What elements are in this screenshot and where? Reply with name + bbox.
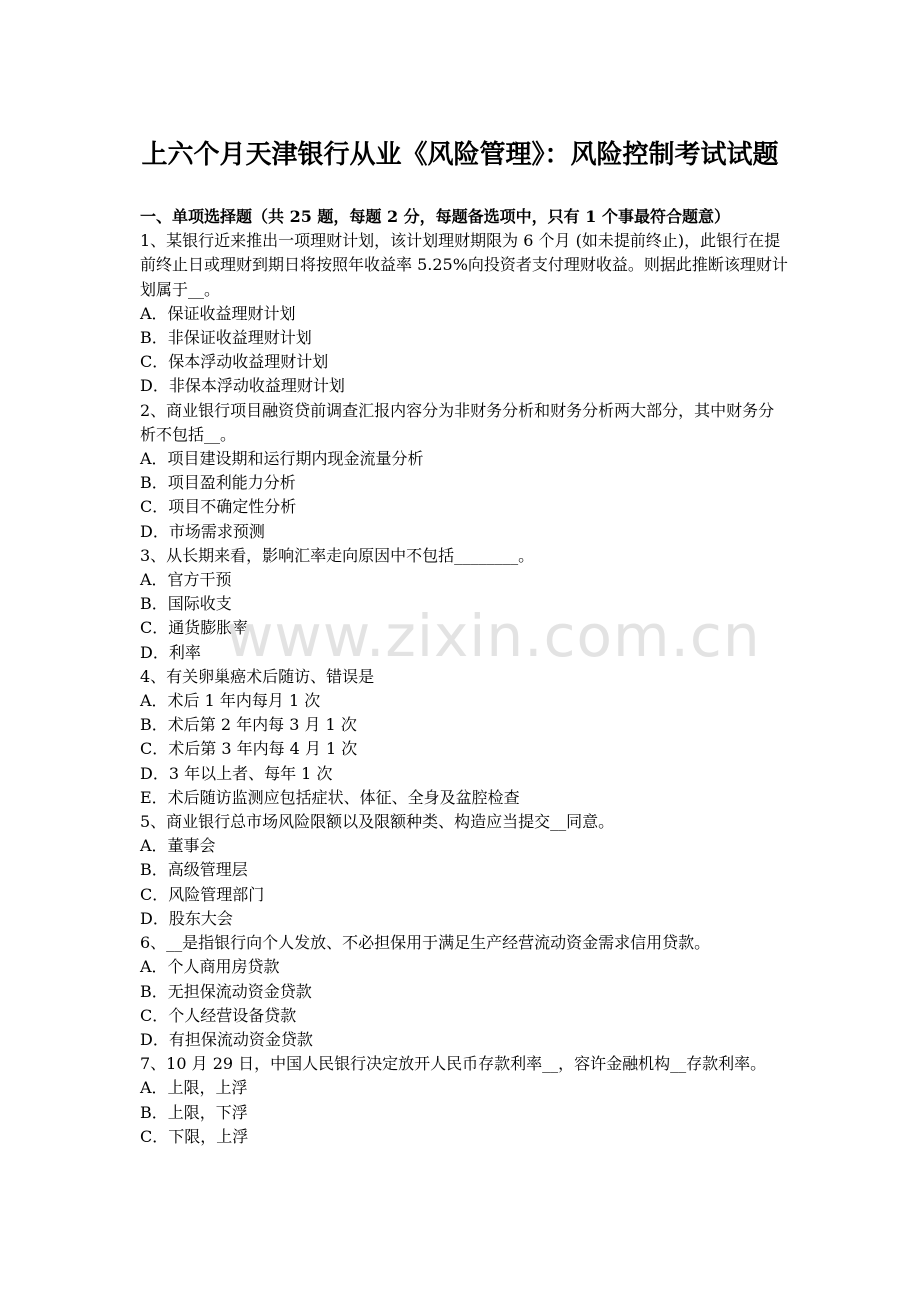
- section-heading: 一、单项选择题（共 25 题，每题 2 分，每题备选项中，只有 1 个事最符合题意）: [140, 207, 730, 226]
- option: C．项目不确定性分析: [140, 497, 297, 517]
- option: B．术后第 2 年内每 3 月 1 次: [140, 715, 357, 735]
- option: D．有担保流动资金贷款: [140, 1029, 313, 1049]
- option: B．国际收支: [140, 594, 232, 614]
- question-6: [140, 931, 790, 1052]
- question-4: [140, 665, 790, 810]
- option: D．非保本浮动收益理财计划: [140, 376, 345, 396]
- option: D．3 年以上者、每年 1 次: [140, 763, 333, 783]
- option: B．非保证收益理财计划: [140, 328, 312, 348]
- option: D．利率: [140, 642, 201, 662]
- option: C．风险管理部门: [140, 884, 265, 904]
- option: B．高级管理层: [140, 860, 248, 880]
- document-title: 上六个月天津银行从业《风险管理》：风险控制考试试题: [141, 140, 779, 170]
- question-text: 3、从长期来看，影响汇率走向原因中不包括________。: [140, 545, 535, 565]
- option: A．术后 1 年内每月 1 次: [140, 691, 321, 711]
- question-text: 4、有关卵巢癌术后随访、错误是: [140, 666, 375, 686]
- question-2: [140, 399, 790, 544]
- option: A．保证收益理财计划: [140, 303, 296, 323]
- option: D．股东大会: [140, 908, 233, 928]
- question-1: [140, 229, 790, 398]
- option: E．术后随访监测应包括症状、体征、全身及盆腔检查: [140, 787, 520, 807]
- option: C．下限，上浮: [140, 1126, 249, 1146]
- question-text: 5、商业银行总市场风险限额以及限额种类、构造应当提交__同意。: [140, 812, 615, 832]
- question-7: [140, 1052, 790, 1149]
- option: C．通货膨胀率: [140, 618, 249, 638]
- option: B．无担保流动资金贷款: [140, 981, 312, 1001]
- question-3: [140, 544, 790, 665]
- question-text: 2、商业银行项目融资贷前调查汇报内容分为非财务分析和财务分析两大部分，其中财务分析不包括__。: [140, 400, 775, 444]
- option: A．上限，上浮: [140, 1078, 248, 1098]
- option: C．个人经营设备贷款: [140, 1005, 297, 1025]
- option: D．市场需求预测: [140, 521, 265, 541]
- question-text: 1、某银行近来推出一项理财计划，该计划理财期限为 6 个月 (如未提前终止)，此银行在提前终止日或理财到期日将按照年收益率 5.25%向投资者支付理财收益。则据此推断该理财计划属于__。: [140, 231, 788, 299]
- option: B．上限，下浮: [140, 1102, 248, 1122]
- document-content: [140, 205, 790, 1149]
- option: C．保本浮动收益理财计划: [140, 352, 329, 372]
- option: A．官方干预: [140, 570, 232, 590]
- question-5: [140, 810, 790, 931]
- option: A．项目建设期和运行期内现金流量分析: [140, 449, 424, 469]
- question-text: 7、10 月 29 日，中国人民银行决定放开人民币存款利率__，容许金融机构__存款利率。: [140, 1054, 767, 1074]
- option: A．董事会: [140, 836, 216, 856]
- question-text: 6、__是指银行向个人发放、不必担保用于满足生产经营流动资金需求信用贷款。: [140, 933, 711, 953]
- option: C．术后第 3 年内每 4 月 1 次: [140, 739, 358, 759]
- option: B．项目盈利能力分析: [140, 473, 296, 493]
- option: A．个人商用房贷款: [140, 957, 280, 977]
- watermark: www.zixin.com.cn: [226, 602, 761, 670]
